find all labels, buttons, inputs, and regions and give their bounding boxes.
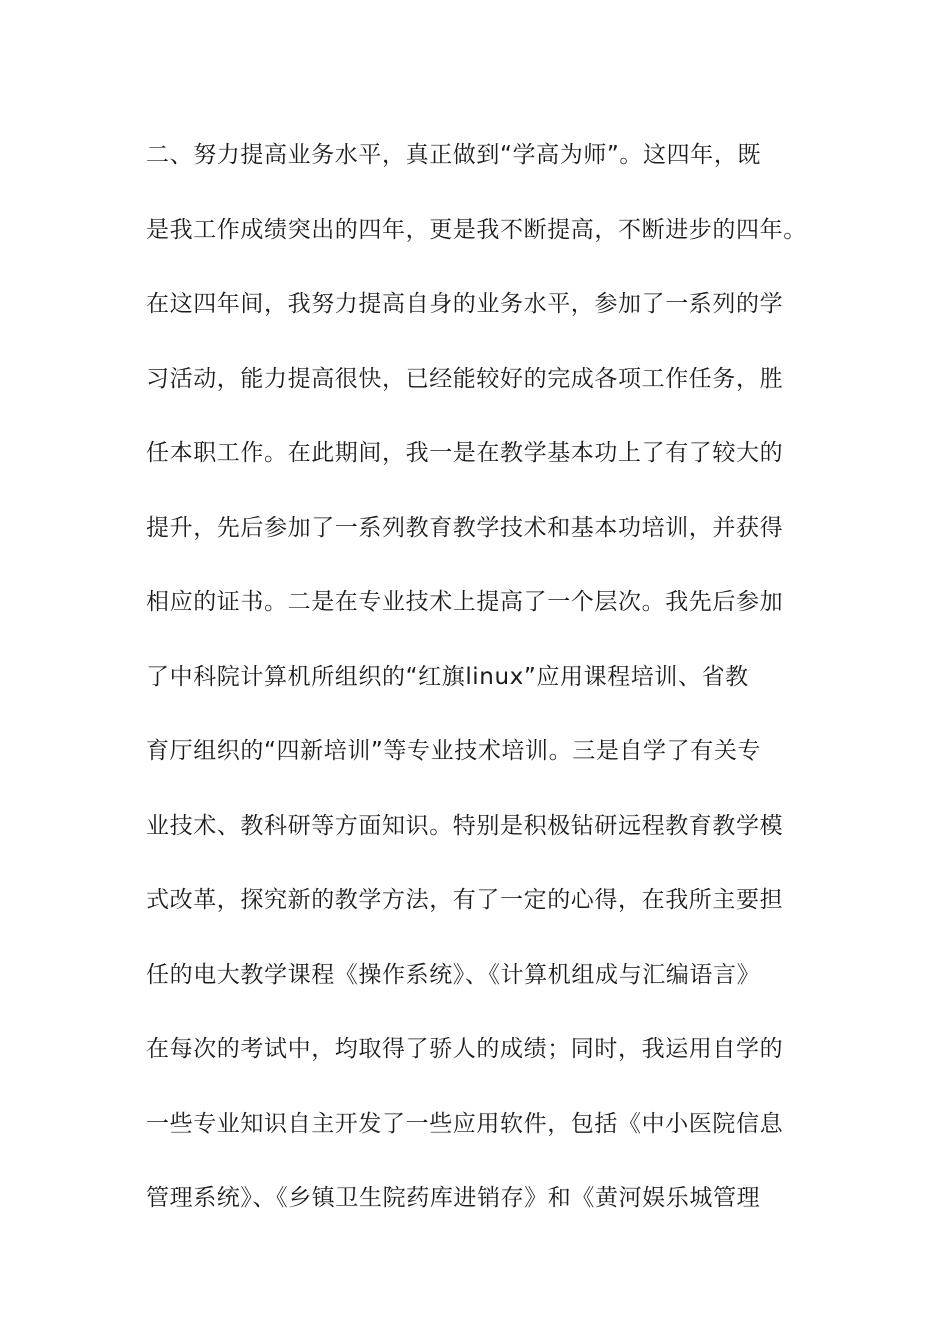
text-line: 业技术、教科研等方面知识。特别是积极钻研远程教育教学模 — [146, 812, 784, 839]
text-line: 育厅组织的“四新培训”等专业技术培训。三是自学了有关专 — [146, 738, 762, 764]
text-line: 了中科院计算机所组织的“红旗linux”应用课程培训、省教 — [146, 663, 749, 690]
text-line: 二、努力提高业务水平，真正做到“学高为师”。这四年，既 — [146, 142, 762, 168]
text-line: 相应的证书。二是在专业技术上提高了一个层次。我先后参加 — [146, 589, 784, 615]
text-line: 在这四年间，我努力提高自身的业务水平，参加了一系列的学 — [146, 291, 784, 317]
text-line: 一些专业知识自主开发了一些应用软件，包括《中小医院信息 — [146, 1110, 784, 1137]
body-paragraph — [146, 132, 826, 1250]
text-line: 任的电大教学课程《操作系统》、《计算机组成与汇编语言》 — [146, 961, 761, 988]
text-line: 在每次的考试中，均取得了骄人的成绩；同时，我运用自学的 — [146, 1036, 784, 1062]
text-line: 任本职工作。在此期间，我一是在教学基本功上了有了较大的 — [146, 440, 784, 466]
text-line: 管理系统》、《乡镇卫生院药库进销存》和《黄河娱乐城管理 — [146, 1185, 761, 1211]
text-line: 习活动，能力提高很快，已经能较好的完成各项工作任务，胜 — [146, 365, 784, 392]
text-line: 是我工作成绩突出的四年，更是我不断提高，不断进步的四年。 — [146, 216, 807, 243]
text-line: 提升，先后参加了一系列教育教学技术和基本功培训，并获得 — [146, 514, 784, 541]
text-line: 式改革，探究新的教学方法，有了一定的心得，在我所主要担 — [146, 887, 784, 913]
